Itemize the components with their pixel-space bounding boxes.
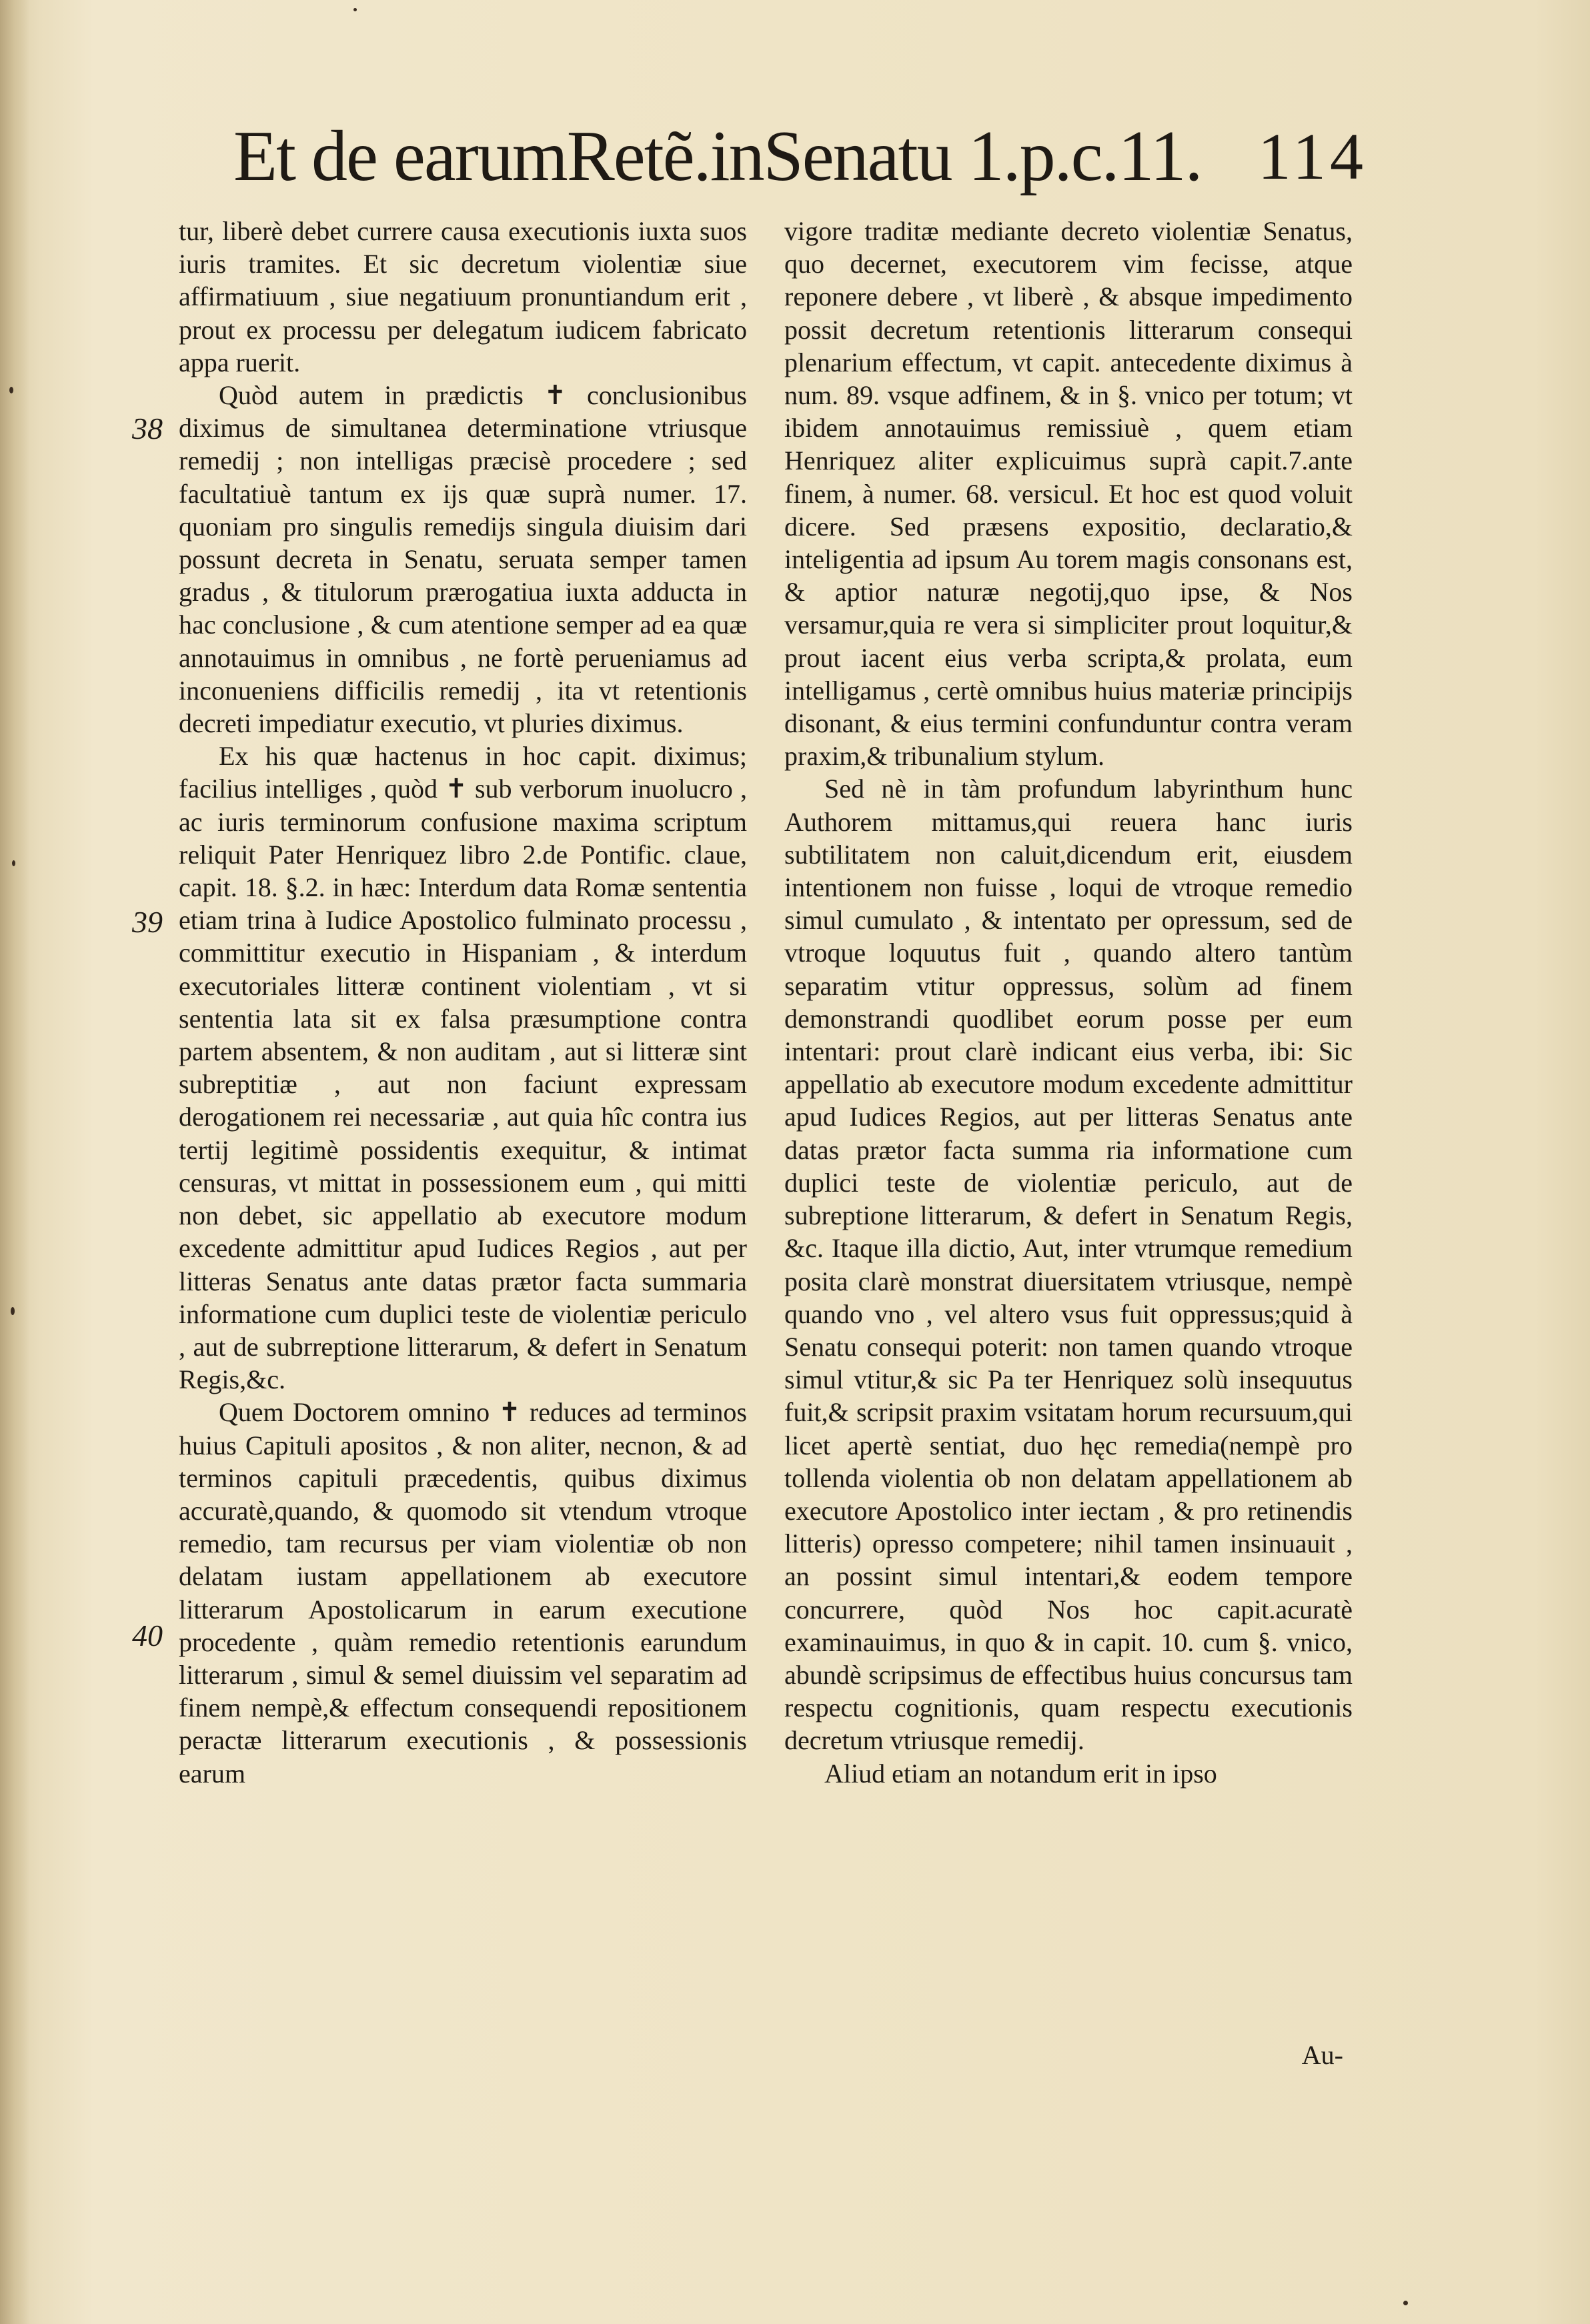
paragraph: Quòd autem in prædictis ✝ conclusionibus diximus de simultanea determinatione vtriusque remedij ; non intelligas præcisè procedere ; sed facultatiuè tantum ex ijs quæ suprà numer. 17. quoniam pro singulis remedijs singula diuisim dari possunt decreta in Senatu, seruata semper tamen gradus , & titulorum prærogatiua iuxta adducta in hac conclusione , & cum atentione semper ad ea quæ annotauimus in omnibus , ne fortè perueniamus ad inconueniens difficilis remedij , ita vt retentionis decreti impediatur executio, vt pluries diximus. xyxy=(179,380,747,739)
paragraph: Quem Doctorem omnino ✝ reduces ad terminos huius Capituli apositos , & non aliter, necnon, & ad terminos capituli præcedentis, quibus diximus accuratè,quando, & quomodo sit vtendum vtroque remedio, tam recursus per viam violentiæ ob non delatam iustam appellationem ab executore litterarum Apostolicarum in earum executione procedente , quàm remedio retentionis earundum litterarum , simul & semel diuissim vel separatim ad finem nempè,& effectum consequendi repositionem peractæ litterarum executionis , & possessionis earum xyxy=(179,1397,747,1789)
ink-speck xyxy=(12,860,15,866)
ink-speck xyxy=(353,8,357,11)
paragraph: Ex his quæ hactenus in hoc capit. diximus; facilius intelliges , quòd ✝ sub verborum inuolucro , ac iuris terminorum confusione maxima scriptum reliquit Pater Henriquez libro 2.de Pontific. claue, capit. 18. §.2. in hæc: Interdum data Romæ sententia etiam trina à Iudice Apostolico fulminato processu , committitur executio in Hispaniam , & interdum executoriales litteræ continent violentiam , vt si sententia lata sit ex falsa præsumptione contra partem absentem, & non auditam , aut si litteræ sint subreptitiæ , aut non faciunt expressam derogationem rei necessariæ , aut quia hîc contra ius tertij legitimè possidentis exequitur, & intimat censuras, vt mittat in possessionem eum , qui mitti non debet, sic appellatio ab executore modum excedente admittitur apud Iudices Regios , aut per litteras Senatus ante datas prætor facta summaria informatione cum duplici teste de violentiæ periculo , aut de subrreptione litterarum, & defert in Senatum Regis,&c. xyxy=(179,741,747,1395)
paragraph: tur, liberè debet currere causa executionis iuxta suos iuris tramites. Et sic decretum violentiæ siue affirmatiuum , siue negatiuum pronuntiandum erit , prout ex processu per delegatum iudicem fabricato appa ruerit. xyxy=(179,216,747,377)
ink-speck xyxy=(1403,2301,1408,2305)
margin-number-39: 39 xyxy=(132,905,163,939)
paragraph: Aliud etiam an notandum erit in ipso xyxy=(824,1758,1217,1789)
margin-number-38: 38 xyxy=(132,411,163,445)
ink-speck xyxy=(9,387,13,393)
ink-speck xyxy=(11,1307,15,1315)
catchword: Au- xyxy=(1301,2040,1343,2070)
paragraph: vigore traditæ mediante decreto violentiæ Senatus, quo decernet, executorem vim fecisse, atque reponere debere , vt liberè , & absque impedimento possit decretum retentionis litterarum consequi plenarium effectum, vt capit. antecedente diximus à num. 89. vsque adfinem, & in §. vnico per totum; vt ibidem annotauimus remissiuè , quem etiam Henriquez aliter explicuimus suprà capit.7.ante finem, à numer. 68. versicul. Et hoc est quod voluit dicere. Sed præsens expositio, declaratio,& inteligentia ad ipsum Au torem magis consonans est, & aptior naturæ negotij,quo ipse, & Nos versamur,quia re vera si simpliciter prout loquitur,& prout iacent eius verba scripta,& prolata, eum intelligamus , certè omnibus huius materiæ principijs disonant, & eius termini confunduntur contra veram praxim,& tribunalium stylum. xyxy=(784,216,1353,772)
paragraph: Sed nè in tàm profundum labyrinthum hunc Authorem mittamus,qui reuera hanc iuris subtilitatem non caluit,dicendum erit, eiusdem intentionem non fuisse , loqui de vtroque remedio simul cumulato , & intentato per opressum, sed de vtroque loquutus fuit , quando altero tantùm separatim vtitur oppressus, solùm ad finem demonstrandi quodlibet eorum posse per eum intentari: prout clarè indicant eius verba, ibi: Sic appellatio ab executore modum excedente admittitur apud Iudices Regios, aut per litteras Senatus ante datas prætor facta summa ria informatione cum duplici teste de violentiæ periculo, aut de subreptione litterarum, & defert in Senatum Regis, &c. Itaque illa dictio, Aut, inter vtrumque remedium posita clarè monstrat diuersitatem vtriusque, nempè quando vno , vel altero vsus fuit oppressus;quid à Senatu consequi poterit: non tamen quando vtroque simul vtitur,& sic Pa ter Henriquez solù insequutus fuit,& scripsit praxim vsitatam horum recursuum,qui licet apertè sentiat, duo hęc remedia(nempè pro tollenda violentia ob non delatam appellationem ab executore Apostolico inter iectam , & pro retinendis litteris) opresso competere; nihil tamen insinuauit , an possint simul intentari,& eodem tempore concurrere, quòd Nos hoc capit.acuratè examinauimus, in quo & in capit. 10. cum §. vnico, abundè scripsimus de effectibus huius concursus tam respectu cognitionis, quam respectu executionis decretum vtriusque remedij. xyxy=(784,774,1353,1756)
page-number: 114 xyxy=(1257,119,1367,193)
left-column xyxy=(179,215,747,1790)
running-header xyxy=(233,113,1367,200)
binding-edge xyxy=(0,0,29,2324)
running-title: Et de earumRetẽ.inSenatu 1.p.c.11. xyxy=(233,117,1202,196)
margin-number-40: 40 xyxy=(132,1618,163,1652)
right-column xyxy=(784,215,1353,1790)
